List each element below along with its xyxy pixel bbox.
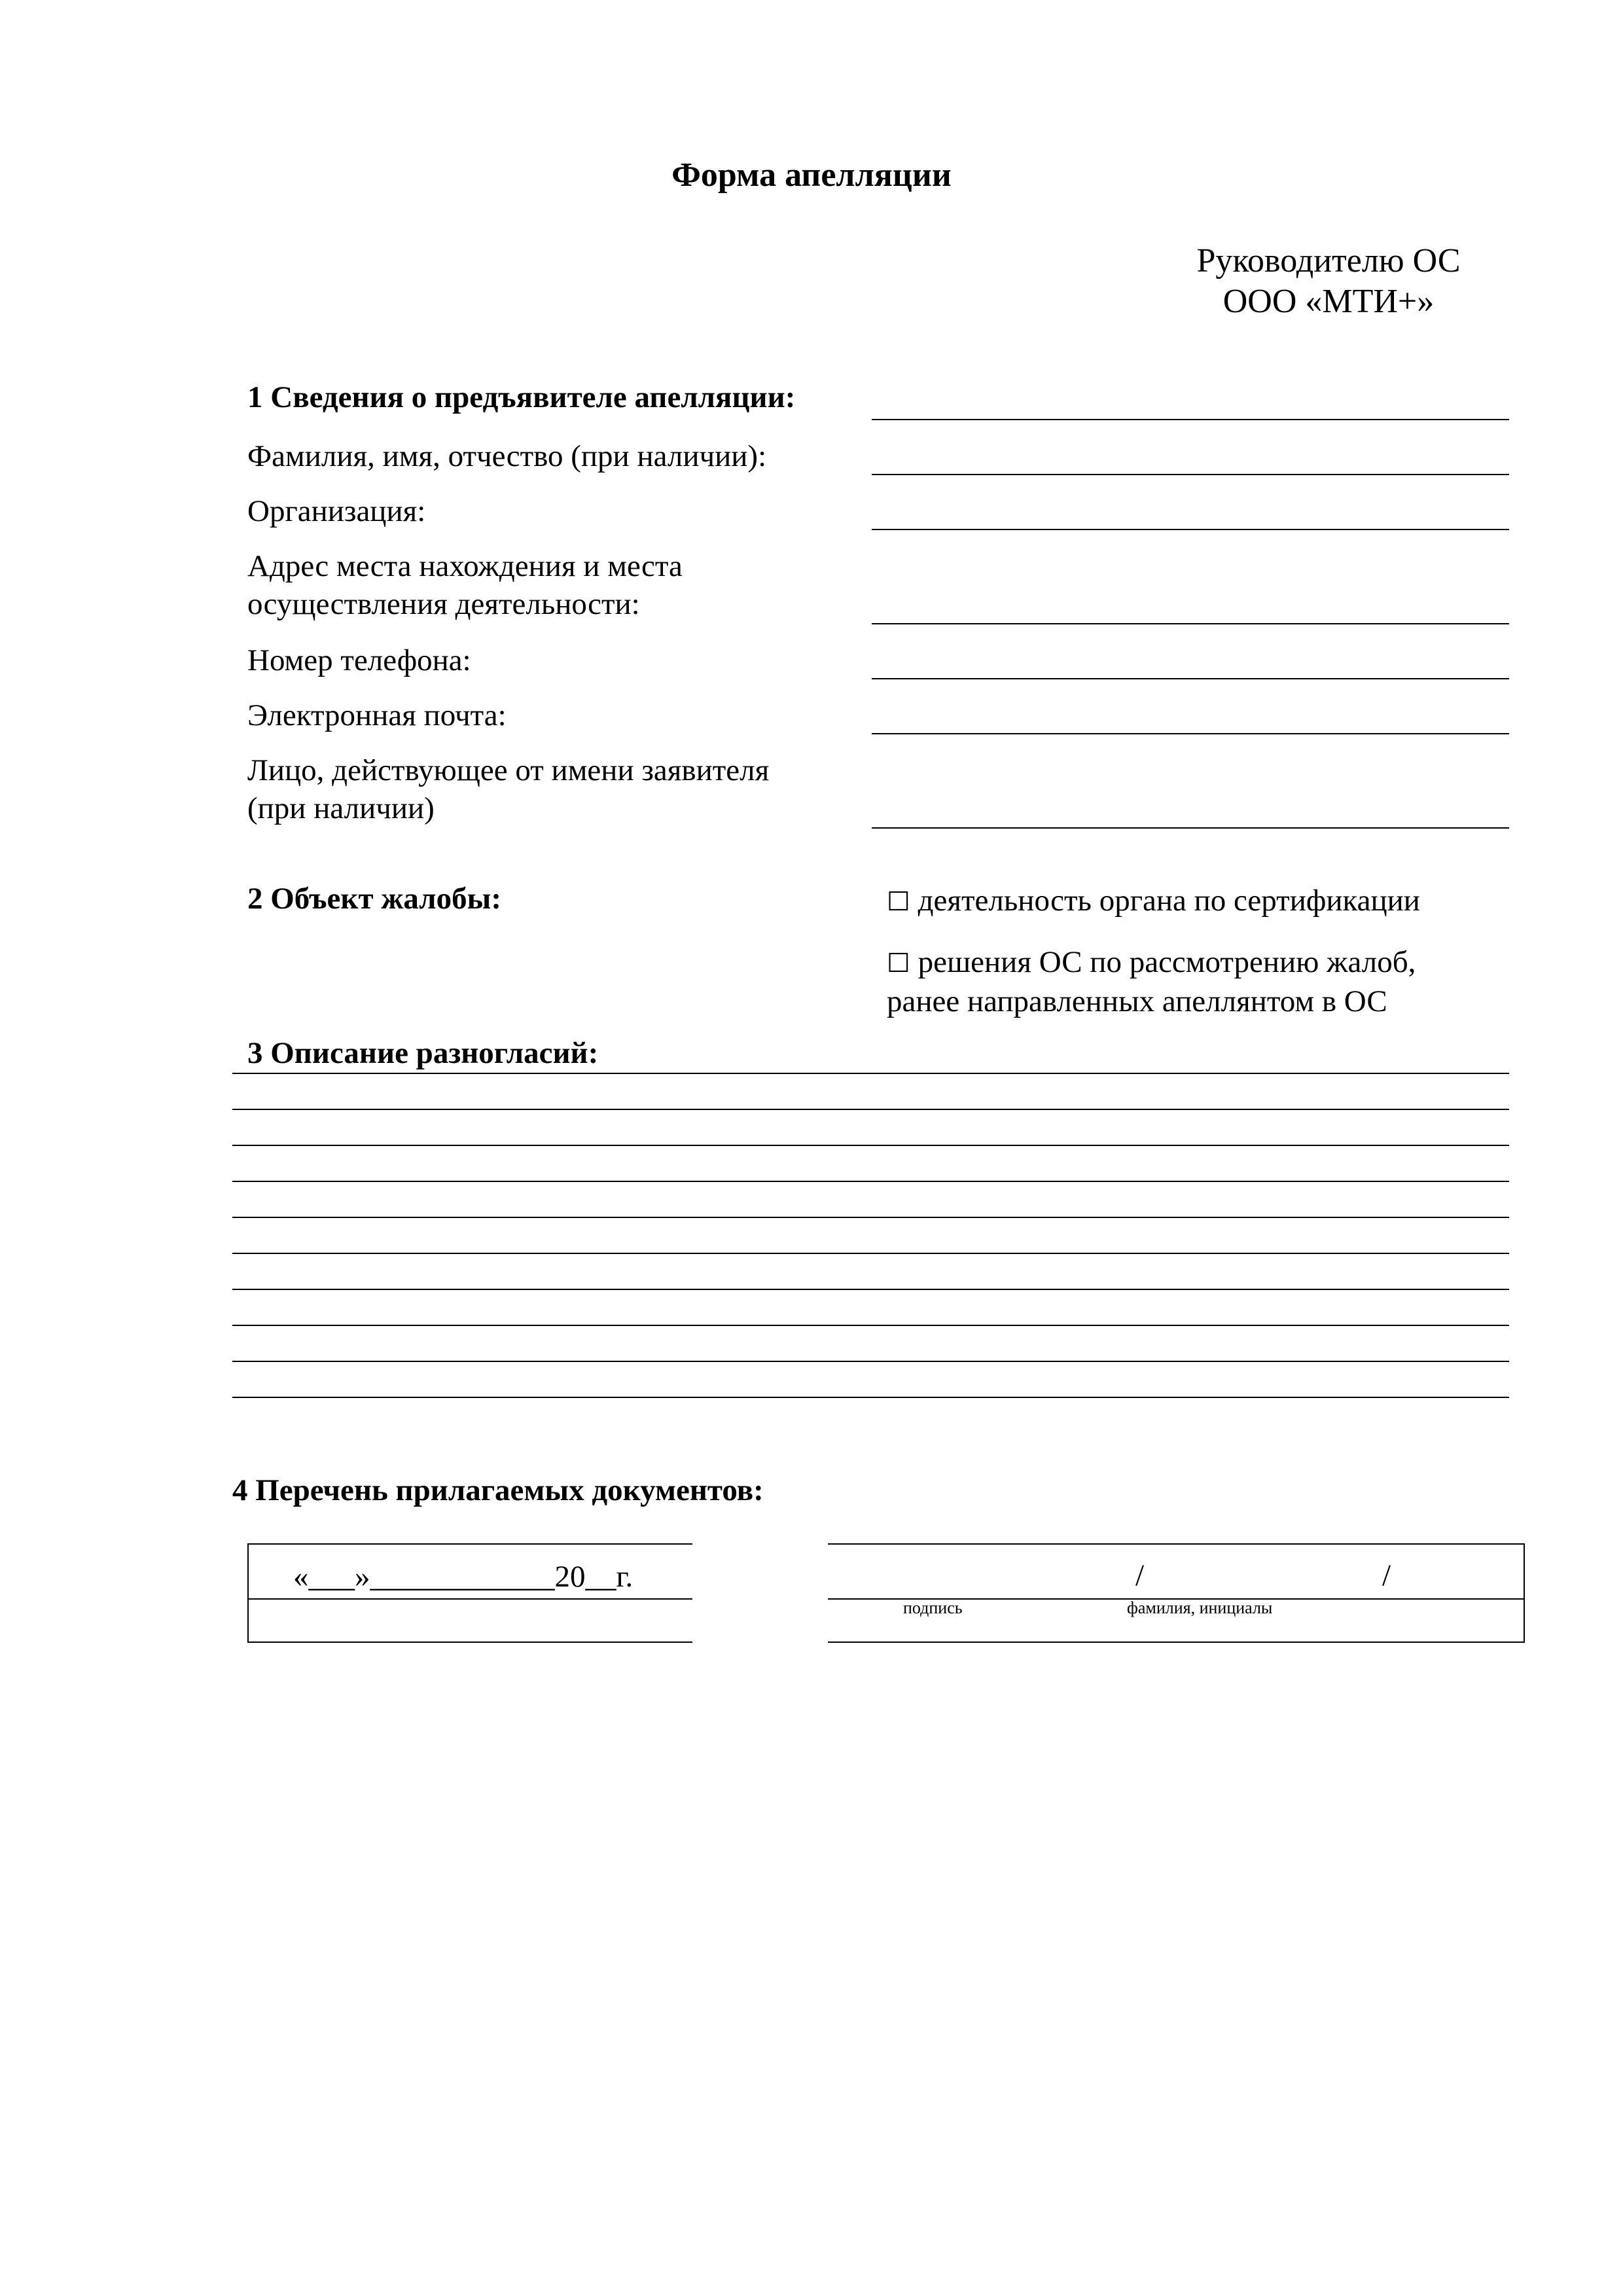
date-box-bottom (247, 1641, 692, 1643)
signature-box-top (828, 1543, 1525, 1545)
signature-box-right (1524, 1543, 1525, 1643)
organization-field[interactable] (872, 529, 1509, 530)
description-line[interactable] (232, 1073, 1509, 1074)
description-line[interactable] (232, 1253, 1509, 1254)
organization-label: Организация: (247, 494, 426, 528)
description-line[interactable] (232, 1109, 1509, 1110)
signature-caption: подпись (903, 1598, 963, 1617)
option-certification-activity[interactable] (887, 881, 1420, 922)
date-box-top (247, 1543, 692, 1545)
option-label: деятельность органа по сертификации (918, 884, 1420, 918)
address-label-line-1: Адрес места нахождения и места (247, 549, 683, 583)
description-line[interactable] (232, 1397, 1509, 1398)
option-complaint-decisions[interactable] (887, 942, 1416, 983)
email-field[interactable] (872, 733, 1509, 734)
recipient-line-1: Руководителю ОС (1196, 242, 1461, 279)
representative-label-line-1: Лицо, действующее от имени заявителя (247, 753, 770, 787)
description-line[interactable] (232, 1181, 1509, 1182)
full-name-label: Фамилия, имя, отчество (при наличии): (247, 439, 767, 473)
recipient-line-2: ООО «МТИ+» (1222, 283, 1435, 320)
date-field[interactable]: «___»____________20__г. (293, 1560, 633, 1594)
date-box-middle (247, 1598, 692, 1600)
representative-field[interactable] (872, 827, 1509, 829)
checkbox-icon[interactable]: ☐ (887, 887, 910, 917)
address-label-line-2: осуществления деятельности: (247, 587, 640, 621)
description-line[interactable] (232, 1145, 1509, 1146)
signature-slash: / (1135, 1558, 1145, 1592)
section-4-heading: 4 Перечень прилагаемых документов: (232, 1473, 764, 1507)
signature-box-bottom (828, 1641, 1525, 1643)
name-caption: фамилия, инициалы (1127, 1598, 1273, 1617)
option-label-continuation: ранее направленных апеллянтом в ОС (887, 984, 1387, 1018)
name-slash: / (1382, 1558, 1391, 1592)
date-box-left (247, 1543, 249, 1643)
page-title: Форма апелляции (671, 156, 952, 194)
option-label: решения ОС по рассмотрению жалоб, (918, 945, 1416, 979)
full-name-field[interactable] (872, 474, 1509, 475)
address-field[interactable] (872, 623, 1509, 624)
description-line[interactable] (232, 1325, 1509, 1326)
section-1-heading: 1 Сведения о предъявителе апелляции: (247, 380, 796, 414)
section-3-heading: 3 Описание разногласий: (247, 1036, 599, 1070)
phone-field[interactable] (872, 678, 1509, 679)
phone-label: Номер телефона: (247, 643, 471, 677)
checkbox-icon[interactable]: ☐ (887, 948, 910, 978)
applicant-info-field[interactable] (872, 419, 1509, 420)
description-line[interactable] (232, 1361, 1509, 1362)
representative-label-line-2: (при наличии) (247, 791, 435, 825)
section-2-heading: 2 Объект жалобы: (247, 882, 502, 916)
email-label: Электронная почта: (247, 698, 507, 732)
description-line[interactable] (232, 1217, 1509, 1218)
description-line[interactable] (232, 1289, 1509, 1290)
